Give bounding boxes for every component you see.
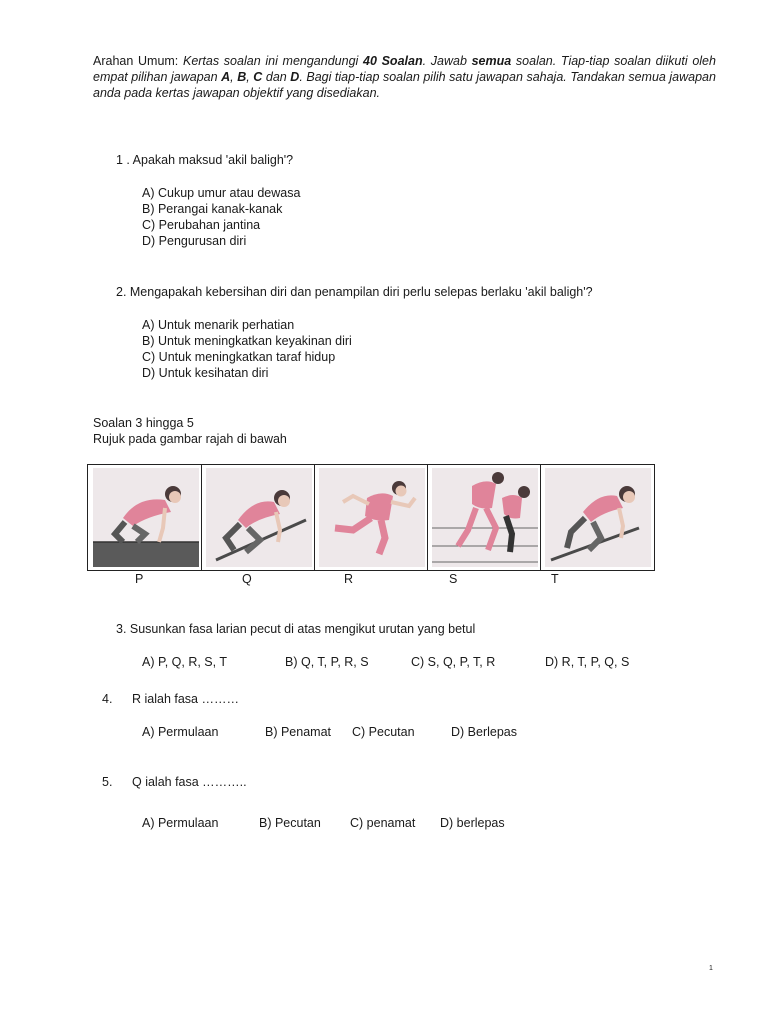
instructions-bold-c: C [253,70,263,84]
page-number: 1 [709,965,713,972]
figure-panel-t [545,468,651,567]
instructions-text-2: . Jawab [422,54,467,68]
section-subtitle: Rujuk pada gambar rajah di bawah [93,432,287,446]
q5-options-row [0,816,768,832]
question-4-text: R ialah fasa ……… [132,692,239,706]
figure-panel-s [432,468,538,567]
figure-label-r: R [344,572,354,586]
figure-label-p: P [135,572,144,586]
question-2-text: 2. Mengapakah kebersihan diri dan penampilan diri perlu selepas berlaku 'akil baligh'? [116,285,593,299]
instructions-bold-count: 40 Soalan [363,54,423,68]
q4-option-c: C) Pecutan [352,725,415,739]
q1-option-c: C) Perubahan jantina [142,218,261,232]
q5-option-d: D) berlepas [440,816,505,830]
figure-panel-r [319,468,425,567]
q3-option-d: D) R, T, P, Q, S [545,655,630,669]
instructions-text-4: dan [265,70,287,84]
instructions-prefix: Arahan Umum: [93,54,179,68]
figure-label-t: T [551,572,559,586]
instructions-comma-2: , [246,70,250,84]
instructions-bold-all: semua [471,54,512,68]
q5-option-a: A) Permulaan [142,816,219,830]
q4-option-b: B) Penamat [265,725,332,739]
question-5-text: Q ialah fasa ……….. [132,775,247,789]
q5-option-b: B) Pecutan [259,816,321,830]
q2-option-a: A) Untuk menarik perhatian [142,318,295,332]
instructions-bold-b: B [237,70,247,84]
q4-options-row [0,725,768,741]
question-3-text: 3. Susunkan fasa larian pecut di atas mengikut urutan yang betul [116,622,476,636]
instructions-comma-1: , [230,70,234,84]
general-instructions [93,53,716,101]
q2-option-c: C) Untuk meningkatkan taraf hidup [142,350,336,364]
instructions-bold-d: D [290,70,300,84]
q4-option-a: A) Permulaan [142,725,219,739]
q4-option-d: D) Berlepas [451,725,517,739]
q1-option-b: B) Perangai kanak-kanak [142,202,283,216]
instructions-text-5: . Bagi tiap-tiap soalan pilih satu jawapan sahaja. Tandakan semua jawapan anda pada kertas jawapan objektif yang disediakan. [93,70,716,100]
q3-options-row [0,655,768,671]
question-1-text: 1 . Apakah maksud 'akil baligh'? [116,153,294,167]
question-4-number: 4. [102,692,113,706]
q2-option-b: B) Untuk meningkatkan keyakinan diri [142,334,352,348]
instructions-bold-a: A [221,70,231,84]
figure-label-q: Q [242,572,252,586]
instructions-text-3: soalan. Tiap-tiap soalan diikuti oleh empat pilihan jawapan [93,54,716,84]
q1-option-a: A) Cukup umur atau dewasa [142,186,301,200]
q3-option-b: B) Q, T, P, R, S [285,655,369,669]
sprint-phases-figure [87,464,655,571]
figure-panel-p [93,468,199,567]
figure-label-s: S [449,572,458,586]
q1-option-d: D) Pengurusan diri [142,234,247,248]
instructions-text-1: Kertas soalan ini mengandungi [182,54,359,68]
question-5-number: 5. [102,775,113,789]
q3-option-c: C) S, Q, P, T, R [411,655,496,669]
q3-option-a: A) P, Q, R, S, T [142,655,227,669]
section-title: Soalan 3 hingga 5 [93,416,194,430]
figure-panel-q [206,468,312,567]
q5-option-c: C) penamat [350,816,416,830]
q2-option-d: D) Untuk kesihatan diri [142,366,269,380]
